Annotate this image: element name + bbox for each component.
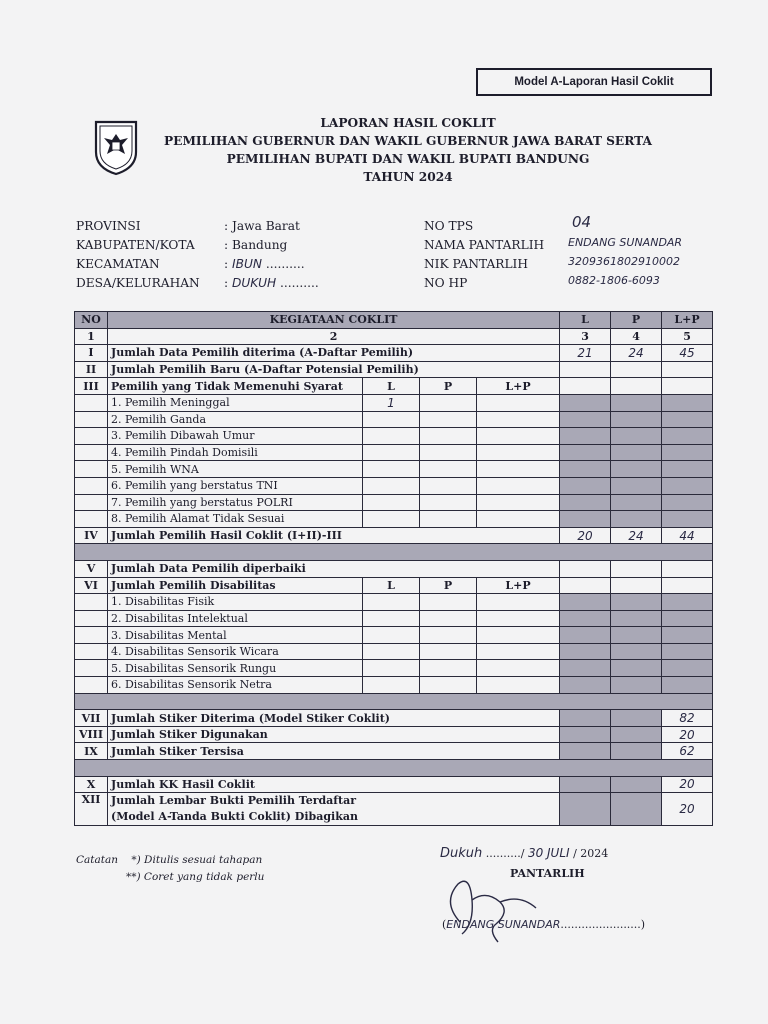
row-number: V [75, 560, 108, 577]
empty-cell [560, 378, 611, 395]
title-line-2: PEMILIHAN GUBERNUR DAN WAKIL GUBERNUR JAWA BARAT SERTA [163, 134, 652, 148]
signature-date-value: 30 JULI [527, 846, 570, 860]
notes [76, 852, 264, 886]
empty-cell [662, 361, 713, 378]
header-activity: KEGIATAAN COKLIT [108, 312, 560, 329]
row-number: IX [75, 743, 108, 760]
row-iv-lp-value: 44 [662, 527, 713, 544]
row-number: II [75, 361, 108, 378]
empty-cell [560, 361, 611, 378]
tms-row [75, 477, 713, 494]
provinsi-value: : Jawa Barat [224, 219, 300, 233]
tms-l-value: 1 [363, 394, 420, 411]
table-row [75, 743, 713, 760]
note-2: **) Coret yang tidak perlu [126, 871, 265, 883]
header-lp: L+P [662, 312, 713, 329]
disability-row [75, 660, 713, 677]
kecamatan-label: KECAMATAN [76, 257, 160, 271]
sub-header-lp: L+P [477, 577, 560, 594]
tms-label: 1. Pemilih Meninggal [108, 394, 363, 411]
header-no: NO [75, 312, 108, 329]
model-label: Model A-Laporan Hasil Coklit [514, 76, 674, 88]
row-number: VIII [75, 726, 108, 743]
tms-label: 8. Pemilih Alamat Tidak Sesuai [108, 511, 363, 528]
tms-label: 7. Pemilih yang berstatus POLRI [108, 494, 363, 511]
nama-pantarlih-value: ENDANG SUNANDAR [568, 236, 683, 249]
signature-date: Dukuh ........../ 30 JULI / 2024 [440, 846, 609, 861]
row-x-lp-value: 20 [662, 776, 713, 793]
empty-cell [611, 361, 662, 378]
row-label [108, 793, 560, 826]
desa-colon: : DUKUH .......... [224, 276, 319, 290]
provinsi-label: PROVINSI [76, 219, 141, 233]
row-label: Pemilih yang Tidak Memenuhi Syarat [108, 378, 363, 395]
disability-label: 6. Disabilitas Sensorik Netra [108, 677, 363, 694]
empty-cell [662, 378, 713, 395]
signature-role: PANTARLIH [510, 867, 585, 880]
disability-label: 5. Disabilitas Sensorik Rungu [108, 660, 363, 677]
row-number: X [75, 776, 108, 793]
table-row [75, 793, 713, 826]
row-number: I [75, 345, 108, 362]
shaded-separator [75, 544, 713, 561]
disability-label: 4. Disabilitas Sensorik Wicara [108, 643, 363, 660]
row-label: Jumlah Stiker Diterima (Model Stiker Coklit) [108, 710, 560, 727]
title-line-1: LAPORAN HASIL COKLIT [320, 116, 496, 130]
kecamatan-value: IBUN [231, 257, 262, 271]
tms-label: 5. Pemilih WNA [108, 461, 363, 478]
row-i-lp-value: 45 [662, 345, 713, 362]
row-label: Jumlah Pemilih Baru (A-Daftar Potensial Pemilih) [108, 361, 560, 378]
table-row [75, 560, 713, 577]
table-row [75, 378, 713, 395]
row-vii-lp-value: 82 [662, 710, 713, 727]
row-label: Jumlah KK Hasil Coklit [108, 776, 560, 793]
signature-name: ENDANG SUNANDAR [446, 918, 561, 931]
tms-row [75, 461, 713, 478]
tms-row [75, 428, 713, 445]
identity-right [424, 213, 716, 299]
kabupaten-label: KABUPATEN/KOTA [76, 238, 195, 252]
disability-label: 1. Disabilitas Fisik [108, 594, 363, 611]
row-label: Jumlah Stiker Tersisa [108, 743, 560, 760]
row-number: VII [75, 710, 108, 727]
sub-header-lp: L+P [477, 378, 560, 395]
row-label: Jumlah Data Pemilih diperbaiki [108, 560, 560, 577]
sub-header-p: P [420, 378, 477, 395]
tms-row [75, 444, 713, 461]
row-label: Jumlah Pemilih Hasil Coklit (I+II)-III [108, 527, 560, 544]
row-iv-l-value: 20 [560, 527, 611, 544]
row-iv-p-value: 24 [611, 527, 662, 544]
signature-scribble-icon [440, 872, 550, 952]
row-label: Jumlah Data Pemilih diterima (A-Daftar Pemilih) [108, 345, 560, 362]
row-label: Jumlah Pemilih Disabilitas [108, 577, 363, 594]
nik-pantarlih-label: NIK PANTARLIH [424, 257, 528, 271]
kabupaten-value: : Bandung [224, 238, 288, 252]
identity-left [76, 219, 396, 299]
desa-value: DUKUH [231, 276, 277, 290]
table-row [75, 776, 713, 793]
coklit-table [74, 311, 713, 826]
col-number-5: 5 [662, 328, 713, 345]
notes-label: Catatan [76, 854, 119, 866]
tms-row [75, 411, 713, 428]
row-i-p-value: 24 [611, 345, 662, 362]
row-ix-lp-value: 62 [662, 743, 713, 760]
signature-place: Dukuh [440, 846, 483, 861]
tms-label: 2. Pemilih Ganda [108, 411, 363, 428]
disability-row [75, 627, 713, 644]
col-number-4: 4 [611, 328, 662, 345]
no-hp-label: NO HP [424, 276, 468, 290]
signature-year: / 2024 [573, 847, 609, 860]
no-hp-value: 0882-1806-6093 [568, 274, 660, 287]
row-number: VI [75, 577, 108, 594]
title-line-4: TAHUN 2024 [363, 170, 453, 184]
no-tps-value: 04 [572, 213, 592, 231]
tms-label: 6. Pemilih yang berstatus TNI [108, 477, 363, 494]
row-label: Jumlah Stiker Digunakan [108, 726, 560, 743]
disability-row [75, 610, 713, 627]
table-row [75, 527, 713, 544]
tms-label: 3. Pemilih Dibawah Umur [108, 428, 363, 445]
no-tps-label: NO TPS [424, 219, 474, 233]
disability-label: 2. Disabilitas Intelektual [108, 610, 363, 627]
document-title [100, 114, 716, 186]
sub-header-l: L [363, 378, 420, 395]
column-number-row [75, 328, 713, 345]
table-row [75, 710, 713, 727]
signature-name-line: (ENDANG SUNANDAR.......................) [442, 918, 646, 931]
disability-row [75, 677, 713, 694]
desa-label: DESA/KELURAHAN [76, 276, 200, 290]
disability-label: 3. Disabilitas Mental [108, 627, 363, 644]
table-row [75, 577, 713, 594]
shaded-separator [75, 693, 713, 710]
row-xii-label-line-1: Jumlah Lembar Bukti Pemilih Terdaftar [111, 794, 357, 808]
tms-row [75, 494, 713, 511]
col-number-3: 3 [560, 328, 611, 345]
row-viii-lp-value: 20 [662, 726, 713, 743]
row-number: III [75, 378, 108, 395]
table-row [75, 361, 713, 378]
model-label-box [476, 68, 712, 96]
sub-header-p: P [420, 577, 477, 594]
note-1: *) Ditulis sesuai tahapan [131, 854, 263, 866]
row-xii-lp-value: 20 [662, 793, 713, 826]
row-xii-label-line-2: (Model A-Tanda Bukti Coklit) Dibagikan [111, 810, 358, 824]
tms-row [75, 511, 713, 528]
sub-header-l: L [363, 577, 420, 594]
table-header-row [75, 312, 713, 329]
disability-row [75, 594, 713, 611]
nama-pantarlih-label: NAMA PANTARLIH [424, 238, 545, 252]
col-number-1: 1 [75, 328, 108, 345]
disability-row [75, 643, 713, 660]
tms-row [75, 394, 713, 411]
header-p: P [611, 312, 662, 329]
kecamatan-colon: : IBUN .......... [224, 257, 305, 271]
row-number: IV [75, 527, 108, 544]
shaded-separator [75, 760, 713, 777]
table-row [75, 345, 713, 362]
col-number-2: 2 [108, 328, 560, 345]
empty-cell [611, 378, 662, 395]
tms-label: 4. Pemilih Pindah Domisili [108, 444, 363, 461]
row-number: XII [75, 793, 108, 826]
table-row [75, 726, 713, 743]
title-line-3: PEMILIHAN BUPATI DAN WAKIL BUPATI BANDUNG [226, 152, 590, 166]
row-i-l-value: 21 [560, 345, 611, 362]
header-l: L [560, 312, 611, 329]
nik-pantarlih-value: 3209361802910002 [568, 255, 680, 268]
